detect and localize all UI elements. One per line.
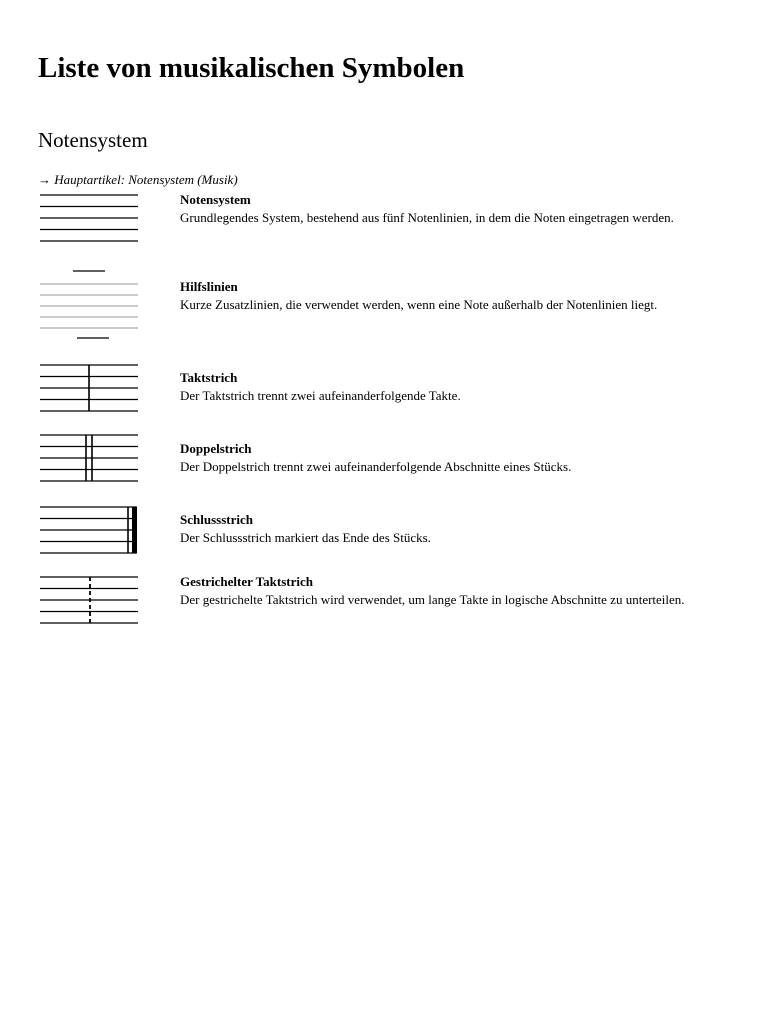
list-item: [180, 511, 725, 547]
list-item: [180, 440, 725, 476]
entry-description: Kurze Zusatzlinien, die verwendet werden, wenn eine Note außerhalb der Notenlinien liegt.: [180, 297, 658, 312]
entry-description: Der Taktstrich trennt zwei aufeinanderfolgende Takte.: [180, 388, 461, 403]
dashed-bar-line-icon: [38, 574, 140, 626]
staff-icon: [38, 192, 140, 244]
final-bar-line-icon: [38, 504, 140, 556]
entry-description: Der Doppelstrich trennt zwei aufeinanderfolgende Abschnitte eines Stücks.: [180, 459, 572, 474]
list-item: [180, 573, 725, 609]
arrow-icon: →: [38, 172, 51, 187]
entry-term: Taktstrich: [180, 370, 238, 385]
page-title: Liste von musikalischen Symbolen: [38, 52, 465, 84]
entry-term: Schlussstrich: [180, 512, 253, 527]
entry-term: Hilfslinien: [180, 279, 238, 294]
entry-term: Doppelstrich: [180, 441, 252, 456]
entry-description: Grundlegendes System, bestehend aus fünf Notenlinien, in dem die Noten eingetragen werden.: [180, 210, 674, 225]
section-heading: Notensystem: [38, 128, 148, 152]
entry-description: Der gestrichelte Taktstrich wird verwendet, um lange Takte in logische Abschnitte zu unterteilen.: [180, 592, 685, 607]
entry-description: Der Schlussstrich markiert das Ende des Stücks.: [180, 530, 431, 545]
double-bar-line-icon: [38, 432, 140, 484]
main-article-label: Hauptartikel: Notensystem (Musik): [54, 172, 238, 187]
entry-term: Notensystem: [180, 192, 251, 207]
entry-term: Gestrichelter Taktstrich: [180, 574, 313, 589]
main-article-link[interactable]: [38, 171, 238, 189]
list-item: [180, 191, 725, 227]
list-item: [180, 369, 725, 405]
bar-line-icon: [38, 362, 140, 414]
ledger-lines-icon: [38, 266, 140, 342]
list-item: [180, 278, 725, 314]
